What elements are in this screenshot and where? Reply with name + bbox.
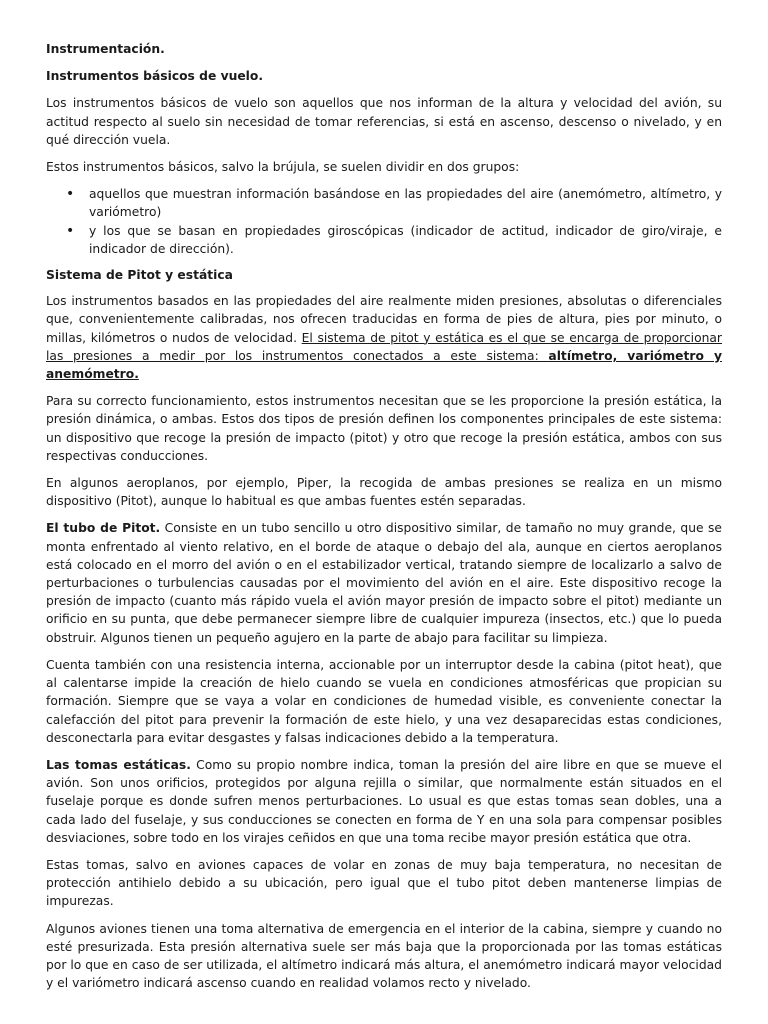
- pressures-text: Los instrumentos basados en las propiedades del aire realmente miden presiones, absolutas o diferenciales que, convenientemente calibradas, nos ofrecen traducidas en forma de pies de altura, pies por minuto, o millas, kilómetros o nudos de velocidad.: [46, 294, 722, 345]
- document-title: Instrumentación.: [46, 42, 165, 56]
- paragraph-groups: Estos instrumentos básicos, salvo la brújula, se suelen dividir en dos grupos:: [46, 160, 520, 175]
- pitot-tube-text: Consiste en un tubo sencillo u otro dispositivo similar, de tamaño no muy grande, que se monta enfrentado al viento relativo, en el borde de ataque o debajo del ala, aunque en ciertos aeroplanos está colocado en el morro del avión o en el estabilizador vertical, tratando siempre de localizarlo a salvo de perturbaciones o turbulencias causadas por el movimiento del avión en el aire. Este dispositivo recoge la presión de impacto (cuanto más rápido vuela el avión mayor presión de impacto sobre el pitot) mediante un orificio en su punta, que debe permanecer siempre libre de cualquier impureza (insectos, etc.) que lo pueda obstruir. Algunos tienen un pequeño agujero en la parte de abajo para facilitar su limpieza.: [46, 521, 722, 645]
- section-heading-pitot: Sistema de Pitot y estática: [46, 268, 233, 283]
- bullet-text: y los que se basan en propiedades giroscópicas (indicador de actitud, indicador de giro/viraje, e indicador de dirección).: [89, 223, 722, 256]
- paragraph-piper: En algunos aeroplanos, por ejemplo, Piper, la recogida de ambas presiones se realiza en un mismo dispositivo (Pitot), aunque lo habitual es que ambas fuentes estén separadas.: [46, 476, 722, 509]
- bullet-icon: •: [66, 186, 75, 203]
- paragraph-alternate-static: Algunos aviones tienen una toma alternativa de emergencia en el interior de la cabina, siempre y cuando no esté presurizada. Esta presión alternativa suele ser más baja que la proporcionada por las tomas estáticas por lo que en caso de ser utilizada, el altímetro indicará más altura, el anemómetro indicará mayor velocidad y el variómetro indicará ascenso cuando en realidad volamos recto y nivelado.: [46, 921, 722, 991]
- document-page: [46, 40, 722, 1001]
- paragraph-anti-ice: Estas tomas, salvo en aviones capaces de volar en zonas de muy baja temperatura, no necesitan de protección antihielo debido a su ubicación, pero igual que el tubo pitot deben mantenerse limpias de impurezas.: [46, 857, 722, 909]
- pressures-instruments-bold: altímetro, variómetro y anemómetro.: [46, 348, 722, 382]
- bullet-item-gyroscopic: [46, 222, 722, 258]
- bullet-list: [46, 185, 722, 258]
- static-ports-text: Como su propio nombre indica, toman la presión del aire libre en que se mueve el avión. Son unos orificios, protegidos por alguna rejilla o similar, que normalmente están situados en el fuselaje porque es donde sufren menos perturbaciones. Lo usual es que estas tomas sean dobles, una a cada lado del fuselaje, y sus conducciones se conecten en forma de Y en una sola para compensar posibles desviaciones, sobre todo en los virajes ceñidos en que una toma recibe mayor presión estática que otra.: [46, 757, 722, 845]
- pressures-underlined-text: El sistema de pitot y estática es el que se encarga de proporcionar las presiones a medir por los instrumentos conectados a este sistema:: [46, 330, 722, 363]
- static-ports-lead: Las tomas estáticas.: [46, 757, 191, 772]
- paragraph-static-ports: [46, 756, 722, 847]
- paragraph-pressures: [46, 292, 722, 383]
- paragraph-pitot-heat: Cuenta también con una resistencia interna, accionable por un interruptor desde la cabina (pitot heat), que al calentarse impide la creación de hielo cuando se vuela en condiciones atmosféricas que propician su formación. Siempre que se vaya a volar en condiciones de humedad visible, es conveniente conectar la calefacción del pitot para prevenir la formación de este hielo, y una vez desaparecidas estas condiciones, desconectarla para evitar desgastes y falsas indicaciones debido a la temperatura.: [46, 657, 722, 745]
- paragraph-pitot-tube: [46, 519, 722, 646]
- pitot-tube-lead: El tubo de Pitot.: [46, 521, 161, 536]
- bullet-item-air-properties: [46, 185, 722, 221]
- bullet-icon: •: [66, 222, 75, 239]
- paragraph-operation: Para su correcto funcionamiento, estos instrumentos necesitan que se les proporcione la presión estática, la presión dinámica, o ambas. Estos dos tipos de presión definen los componentes principales de este sistema: un dispositivo que recoge la presión de impacto (pitot) y otro que recoge la presión estática, ambos con sus respectivas conducciones.: [46, 394, 722, 463]
- paragraph-intro: Los instrumentos básicos de vuelo son aquellos que nos informan de la altura y velocidad del avión, su actitud respecto al suelo sin necesidad de tomar referencias, si está en ascenso, descenso o nivelado, y en qué dirección vuela.: [46, 96, 722, 147]
- bullet-text: aquellos que muestran información basándose en las propiedades del aire (anemómetro, altímetro, y variómetro): [89, 187, 722, 220]
- section-heading-basic-instruments: Instrumentos básicos de vuelo.: [46, 69, 264, 84]
